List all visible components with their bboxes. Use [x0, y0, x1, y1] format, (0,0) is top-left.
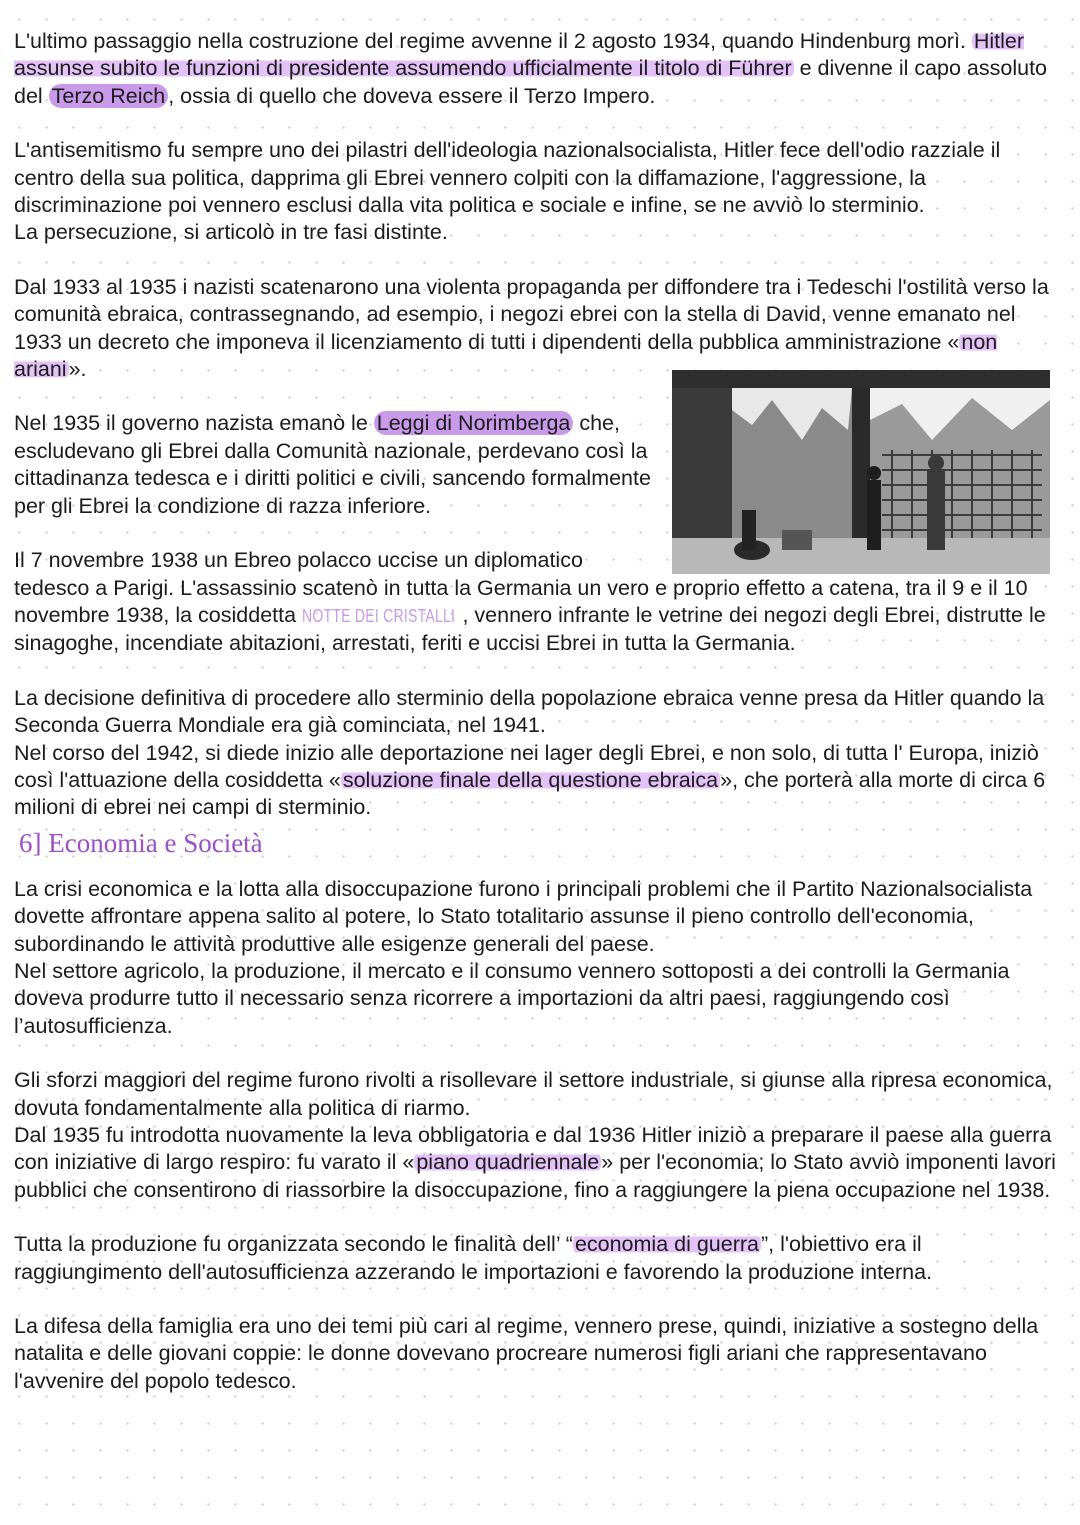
highlight-notte-cristalli: NOTTE DEI CRISTALLI [302, 605, 456, 626]
paragraph-antisemitism: L'antisemitismo fu sempre uno dei pilastri dell'ideologia nazionalsocialista, Hitler fece dell'odio razziale il centro della sua politica, dapprima gli Ebrei vennero colpiti con la diffamazione, l'aggressione, la discriminazione poi vennero esclusi dalla vita politica e sociale e infine, se ne avviò lo sterminio. [14, 138, 1001, 218]
paragraph-economic-crisis: La crisi economica e la lotta alla disoccupazione furono i principali problemi che il Partito Nazionalsocialista dovette affrontare appena salito al potere, lo Stato totalitario assunse il pieno controllo dell'economia, subordinando le attività produttive alle esigenze generali del paese. [14, 876, 1033, 956]
highlight-soluzione-finale: soluzione finale della questione ebraica [342, 767, 719, 792]
paragraph-agriculture: Nel settore agricolo, la produzione, il mercato e il consumo vennero sottoposti a dei controlli la Germania doveva produrre tutto il necessario senza ricorrere a importazioni da altri paesi, raggiungendo così l’autosufficienza. [14, 958, 1010, 1038]
highlight-terzo-reich: Terzo Reich [49, 84, 169, 108]
paragraph-kristallnacht: Il 7 novembre 1938 un Ebreo polacco uccise un diplomatico tedesco a Parigi. L'assassinio scatenò in tutta la Germania un vero e proprio effetto a catena, tra il 9 e il 10 novembre 1938, la cosiddetta NOTTE DEI CRISTALLI , vennero infrante le vetrine dei negozi degli Ebrei, distrutte le sinagoghe, incendiate abitazioni, arrestati, feriti e uccisi Ebrei in tutta la Germania. [14, 548, 1046, 656]
paragraph-propaganda: Dal 1933 al 1935 i nazisti scatenarono una violenta propaganda per diffondere tra i Tedeschi l'ostilità verso la comunità ebraica, contrassegnando, ad esempio, i negozi ebrei con la stella di David, venne emanato nel 1933 un decreto che imponeva il licenziamento di tutti i dipendenti della pubblica amministrazione «non ariani». [14, 274, 1049, 382]
paragraph-hitler-fuhrer: L'ultimo passaggio nella costruzione del regime avvenne il 2 agosto 1934, quando Hindenburg morì. Hitler assunse subito le funzioni di presidente assumendo ufficialmente il titolo di Führer e divenne il capo assoluto del Terzo Reich , ossia di quello che doveva essere il Terzo Impero. [14, 29, 1048, 108]
highlight-piano-quadriennale: piano quadriennale [416, 1150, 600, 1175]
paragraph-industry: Gli sforzi maggiori del regime furono rivolti a risollevare il settore industriale, si giunse alla ripresa economica, dovuta fondamentalmente alla politica di riarmo. [14, 1068, 1053, 1120]
highlight-fuhrer: Hitler assunse subito le funzioni di presidente assumendo ufficialmente il titolo di Führer [14, 29, 1025, 81]
paragraph-extermination-decision: La decisione definitiva di procedere allo sterminio della popolazione ebraica venne presa da Hitler quando la Seconda Guerra Mondiale era già cominciata, nel 1941. [14, 685, 1045, 738]
paragraph-rearmament: Dal 1935 fu introdotta nuovamente la leva obbligatoria e dal 1936 Hitler iniziò a preparare il paese alla guerra con iniziative di largo respiro: fu varato il «piano quadriennale» per l'economia; lo Stato avviò imponenti lavori pubblici che consentirono di riassorbire la disoccupazione, fino a raggiungere la piena occupazione nel 1938. [14, 1123, 1056, 1202]
paragraph-war-economy: Tutta la produzione fu organizzata secondo le finalità dell’ “economia di guerra”, l'obiettivo era il raggiungimento dell'autosufficienza azzerando le importazioni e favorendo la produzione interna. [14, 1232, 933, 1284]
highlight-non-ariani: non ariani [14, 329, 998, 382]
paragraph-family: La difesa della famiglia era uno dei temi più cari al regime, vennero prese, quindi, iniziative a sostegno della natalita e delle giovani coppie: le donne dovevano procreare numerosi figli ariani che rappresentavano l'avvenire del popolo tedesco. [14, 1314, 1039, 1393]
document-page [14, 28, 1064, 1395]
paragraph-final-solution: Nel corso del 1942, si diede inizio alle deportazione nei lager degli Ebrei, e non solo, di tutta l' Europa, iniziò così l'attuazione della cosiddetta «soluzione finale della questione ebraica», che porterà alla morte di circa 6 milioni di ebrei nei campi di sterminio. [14, 740, 1046, 820]
highlight-economia-guerra: economia di guerra [574, 1232, 759, 1257]
paragraph-nuremberg-laws: Nel 1935 il governo nazista emanò le Leggi di Norimberga che, escludevano gli Ebrei dalla Comunità nazionale, perdevano così la cittadinanza tedesca e i diritti politici e civili, sancendo formalmente per gli Ebrei la condizione di razza inferiore. [14, 411, 651, 518]
paragraph-persecution: La persecuzione, si articolò in tre fasi distinte. [14, 220, 448, 245]
highlight-leggi-norimberga: Leggi di Norimberga [374, 411, 574, 435]
section-heading: 6] Economia e Società [19, 827, 263, 858]
